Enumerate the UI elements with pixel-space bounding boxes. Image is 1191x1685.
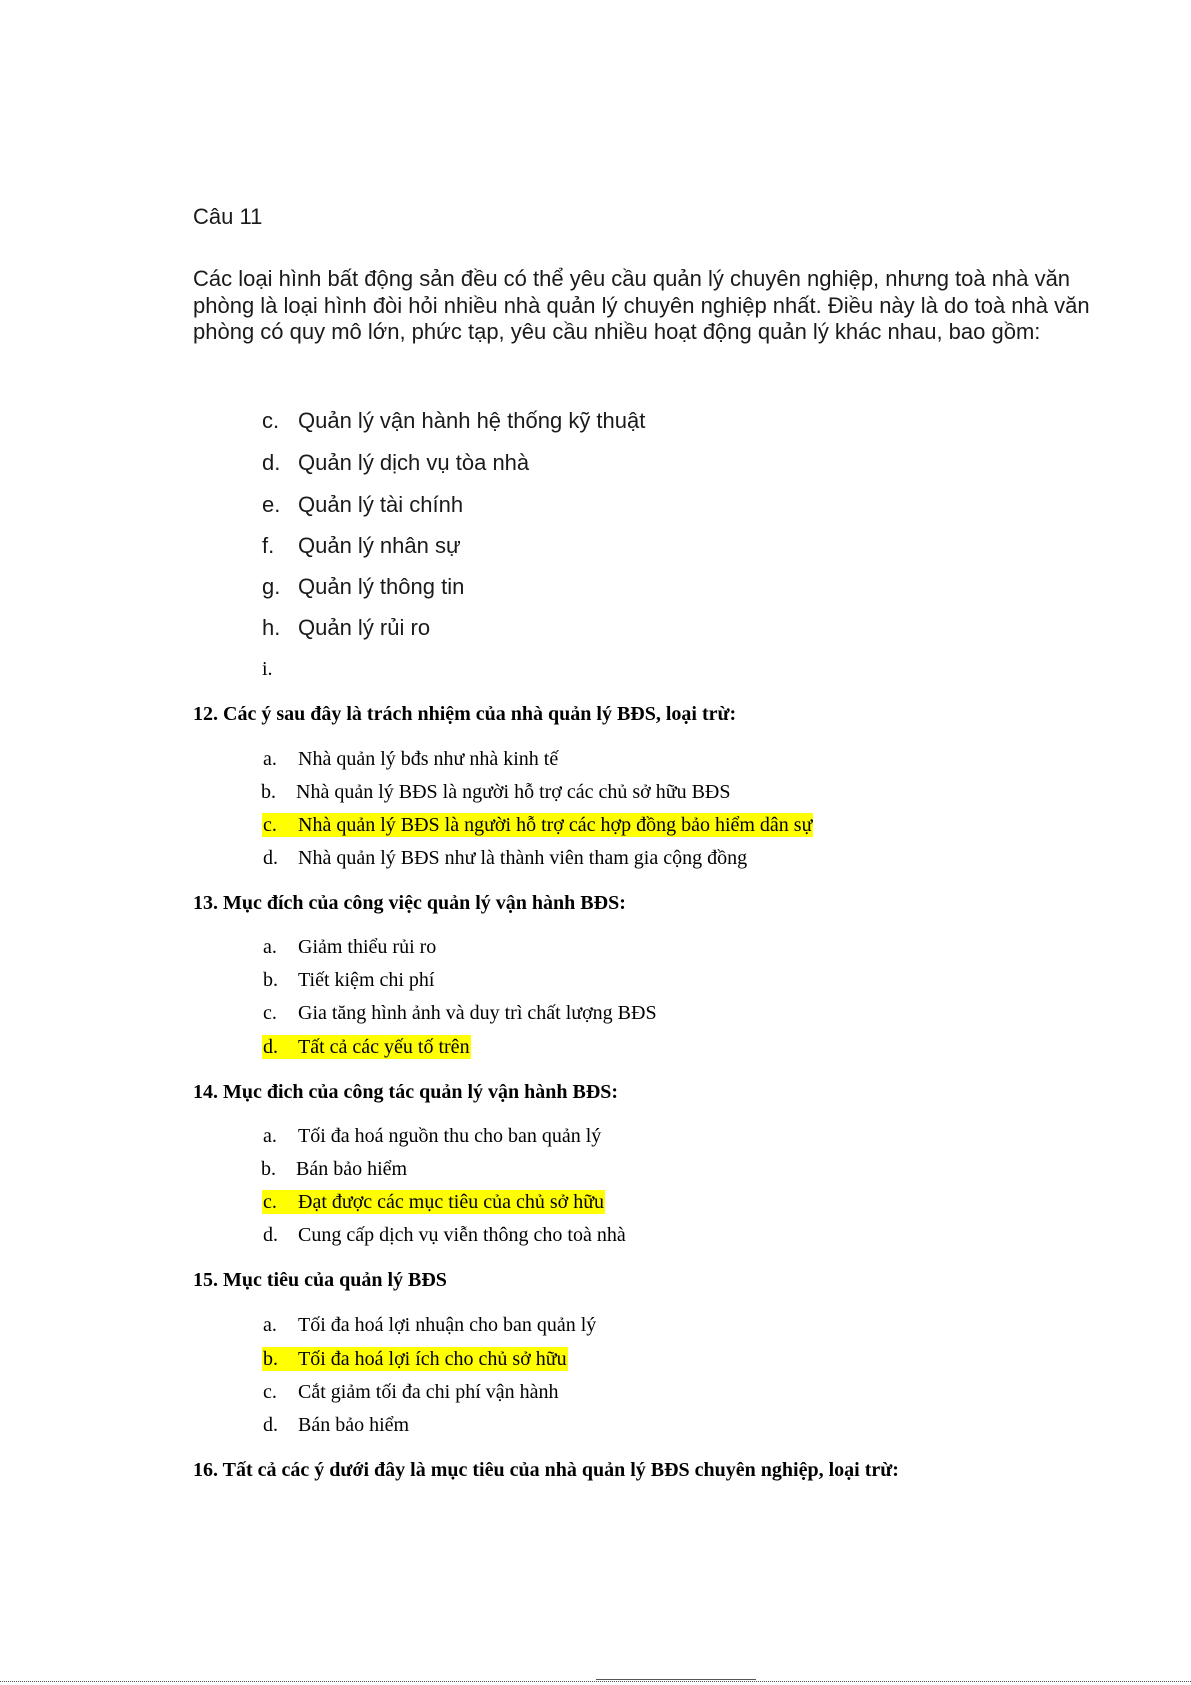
option-text: Cắt giảm tối đa chi phí vận hành bbox=[298, 1381, 559, 1403]
option-text: Cung cấp dịch vụ viễn thông cho toà nhà bbox=[298, 1224, 626, 1246]
q11-option bbox=[262, 492, 463, 518]
option-text: Nhà quản lý BĐS là người hỗ trợ các chủ sở hữu BĐS bbox=[296, 781, 731, 803]
option-text: Tối đa hoá lợi ích cho chủ sở hữu bbox=[298, 1348, 567, 1370]
option-letter: c. bbox=[263, 1381, 277, 1403]
option-text: Giảm thiểu rủi ro bbox=[298, 936, 437, 958]
option-letter: d. bbox=[263, 1414, 278, 1436]
option-text: Nhà quản lý bđs như nhà kinh tế bbox=[298, 748, 559, 770]
q15-option bbox=[262, 1313, 597, 1337]
option-letter: c. bbox=[262, 408, 280, 433]
q11-title: Câu 11 bbox=[193, 204, 263, 229]
q11-option bbox=[262, 408, 645, 434]
q14-option bbox=[260, 1157, 408, 1181]
option-letter: d. bbox=[263, 1224, 278, 1246]
option-letter: a. bbox=[263, 1314, 277, 1336]
q12-option bbox=[262, 747, 559, 771]
option-letter: f. bbox=[262, 533, 275, 558]
option-letter: d. bbox=[263, 847, 278, 869]
q13-option bbox=[262, 968, 435, 992]
option-text: Bán bảo hiểm bbox=[298, 1414, 410, 1436]
q14-option-highlighted bbox=[262, 1190, 605, 1214]
q15-option-highlighted bbox=[262, 1347, 568, 1371]
q14-option bbox=[262, 1124, 602, 1148]
q13-question: 13. Mục đích của công việc quản lý vận hành BĐS: bbox=[193, 892, 626, 914]
option-letter: c. bbox=[263, 814, 277, 836]
option-text: Quản lý thông tin bbox=[298, 574, 465, 599]
q11-option bbox=[262, 533, 461, 559]
option-text: Tiết kiệm chi phí bbox=[298, 969, 435, 991]
option-letter: b. bbox=[261, 781, 276, 803]
option-letter: d. bbox=[262, 450, 281, 475]
q12-option bbox=[262, 846, 748, 870]
option-letter: g. bbox=[262, 574, 281, 599]
q11-body: Các loại hình bất động sản đều có thể yêu cầu quản lý chuyên nghiệp, nhưng toà nhà văn phòng là loại hình đòi hỏi nhiều nhà quản lý chuyên nghiệp nhất. Điều này là do toà nhà văn phòng có quy mô lớn, phức tạp, yêu cầu nhiều hoạt động quản lý khác nhau, bao gồm: bbox=[193, 266, 1090, 344]
option-letter: h. bbox=[262, 615, 281, 640]
q11-option bbox=[262, 450, 529, 476]
page-bottom-divider-segment bbox=[596, 1679, 756, 1680]
q15-option bbox=[262, 1380, 560, 1404]
option-letter: b. bbox=[263, 969, 278, 991]
option-letter: c. bbox=[263, 1002, 277, 1024]
q12-question: 12. Các ý sau đây là trách nhiệm của nhà quản lý BĐS, loại trừ: bbox=[193, 703, 737, 725]
option-text: Tối đa hoá nguồn thu cho ban quản lý bbox=[298, 1125, 602, 1147]
q14-question: 14. Mục đich của công tác quản lý vận hành BĐS: bbox=[193, 1081, 619, 1103]
option-letter: e. bbox=[262, 492, 281, 517]
q13-option bbox=[262, 1001, 658, 1025]
option-letter: i. bbox=[262, 658, 273, 680]
q11-option bbox=[262, 658, 298, 681]
q15-question: 15. Mục tiêu của quản lý BĐS bbox=[193, 1269, 447, 1291]
q14-option bbox=[262, 1223, 627, 1247]
q13-option-highlighted bbox=[262, 1035, 471, 1059]
option-text: Tối đa hoá lợi nhuận cho ban quản lý bbox=[298, 1314, 597, 1336]
q11-option bbox=[262, 615, 430, 641]
q12-option bbox=[260, 780, 731, 804]
q11-option bbox=[262, 574, 464, 600]
option-text: Tất cả các yếu tố trên bbox=[298, 1036, 470, 1058]
option-letter: d. bbox=[263, 1036, 278, 1058]
option-text: Bán bảo hiểm bbox=[296, 1158, 408, 1180]
option-text: Quản lý nhân sự bbox=[298, 533, 461, 558]
option-letter: b. bbox=[263, 1348, 278, 1370]
q12-option-highlighted bbox=[262, 813, 813, 837]
option-letter: a. bbox=[263, 936, 277, 958]
option-letter: a. bbox=[263, 748, 277, 770]
q16-question: 16. Tất cả các ý dưới đây là mục tiêu của nhà quản lý BĐS chuyên nghiệp, loại trừ: bbox=[193, 1459, 899, 1481]
option-letter: c. bbox=[263, 1191, 277, 1213]
option-text: Nhà quản lý BĐS như là thành viên tham gia cộng đồng bbox=[298, 847, 748, 869]
option-text: Quản lý rủi ro bbox=[298, 615, 431, 640]
option-text: Đạt được các mục tiêu của chủ sở hữu bbox=[298, 1191, 605, 1213]
option-letter: b. bbox=[261, 1158, 276, 1180]
option-text: Quản lý vận hành hệ thống kỹ thuật bbox=[298, 408, 646, 433]
q13-option bbox=[262, 935, 437, 959]
page-bottom-divider bbox=[0, 1681, 1191, 1682]
option-text: Gia tăng hình ảnh và duy trì chất lượng BĐS bbox=[298, 1002, 657, 1024]
option-letter: a. bbox=[263, 1125, 277, 1147]
option-text: Quản lý dịch vụ tòa nhà bbox=[298, 450, 530, 475]
option-text: Quản lý tài chính bbox=[298, 492, 464, 517]
option-text: Nhà quản lý BĐS là người hỗ trợ các hợp đồng bảo hiểm dân sự bbox=[298, 814, 813, 836]
q15-option bbox=[262, 1413, 410, 1437]
